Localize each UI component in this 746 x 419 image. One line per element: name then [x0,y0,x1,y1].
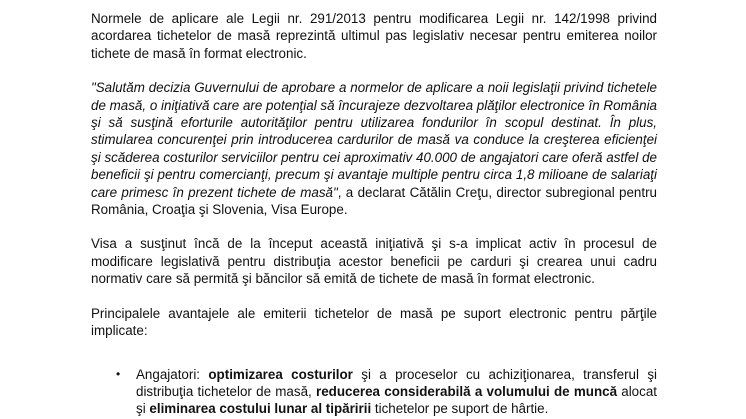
paragraph-norms: Normele de aplicare ale Legii nr. 291/2013 pentru modificarea Legii nr. 142/1998 privind acordarea tichetelor de masă reprezintă ultimul pas legislativ necesar pentru emiterea noilor tichete de masă în format electronic. [91,11,657,61]
list-item-strong: eliminarea costului lunar al tipăririi [149,401,372,417]
paragraph-advantages-intro: Principalele avantajele ale emiterii tichetelor de masă pe suport electronic pentru părţile implicate: [91,305,657,339]
paragraph-gap [91,340,657,366]
advantages-list [91,366,657,418]
list-item-strong: reducerea considerabilă a volumului de muncă [315,383,618,399]
bullet-icon: • [116,366,121,381]
list-item-text: tichetelor pe suport de hârtie. [371,401,549,417]
list-item [91,366,657,418]
list-item-strong: optimizarea costurilor [208,366,353,382]
document-page [91,10,657,418]
paragraph-quote [91,79,657,218]
quote-text: "Salutăm decizia Guvernului de aprobare a normelor de aplicare a noii legislaţii privind tichetele de masă, o iniţiativă care are potenţial să încurajeze dezvoltarea plăţilor electronice în România şi să susţină eforturile autorităţilor pentru utilizarea fondurilor în scopul destinat. În plus, stimularea concurenţei prin introducerea cardurilor de masă va conduce la creşterea eficienţei şi scăderea costurilor serviciilor pentru cei aproximativ 40.000 de angajatori care oferă astfel de beneficii şi pentru comercianţi, precum şi avantaje multiple pentru circa 1,8 milioane de salariaţi care primesc în prezent tichete de masă" [91,80,657,200]
paragraph-gap [91,62,657,79]
paragraph-visa-support: Visa a susţinut încă de la început această iniţiativă şi s-a implicat activ în procesul de modificare legislativă pentru distribuţia acestor beneficii pe carduri şi crearea unui cadru normativ care să permită şi băncilor să emită de tichete de masă în format electronic. [91,236,657,287]
paragraph-gap [91,218,657,235]
list-item-label: Angajatori: [136,366,209,382]
quote-attribution: , a declarat Cătălin Creţu, director subregional pentru România, Croaţia şi Slovenia, Visa Europe. [91,184,657,218]
paragraph-gap [91,288,657,305]
list-item-text: alocat şi [136,383,657,417]
list-item-text: şi a proceselor cu achiziţionarea, transferul şi distribuţia tichetelor de masă, [136,366,657,399]
